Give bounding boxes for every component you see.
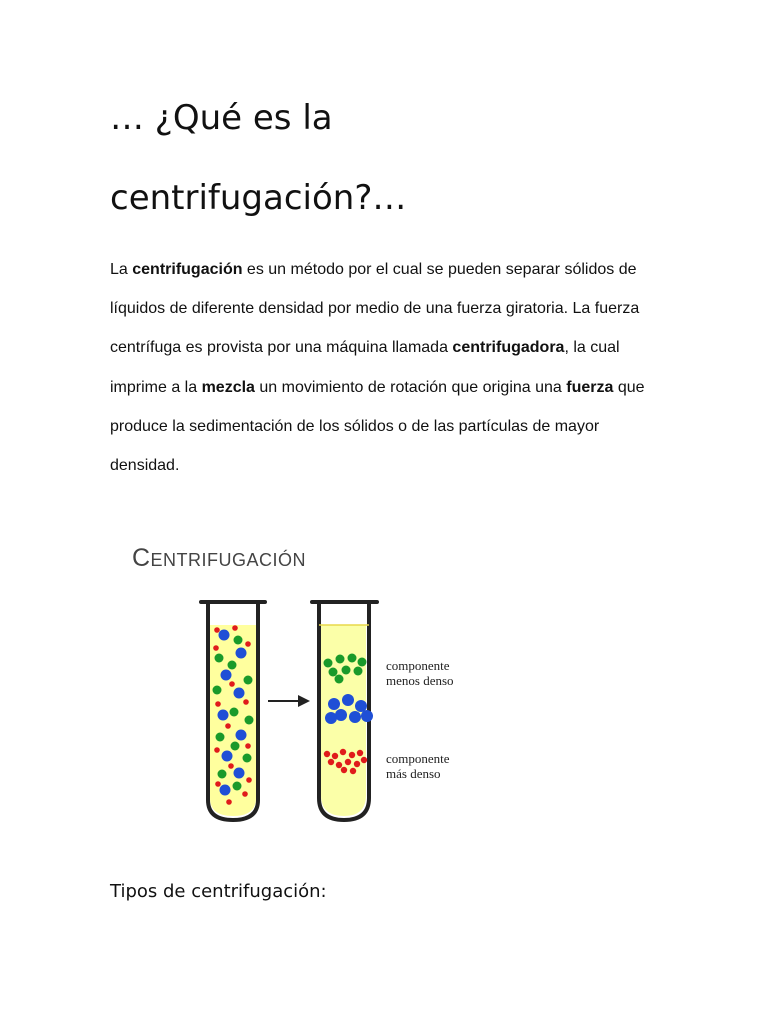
red-particle (349, 752, 355, 758)
green-particle (233, 782, 242, 791)
label-more-dense (386, 751, 450, 781)
green-particle (215, 654, 224, 663)
red-particle (214, 747, 220, 753)
green-particle (358, 658, 367, 667)
red-particle (354, 761, 360, 767)
red-particle (245, 743, 251, 749)
green-particle (336, 655, 345, 664)
paragraph-bold-term: fuerza (566, 378, 614, 396)
blue-particle (349, 711, 361, 723)
red-particle (350, 768, 356, 774)
red-particle (340, 749, 346, 755)
paragraph-segment: , la cual imprime a la (110, 339, 620, 396)
green-particle (243, 754, 252, 763)
blue-particle (234, 688, 245, 699)
blue-particle (236, 730, 247, 741)
blue-particle (221, 670, 232, 681)
label-less-dense (386, 658, 454, 688)
paragraph-segment: que produce la sedimentación de los sólidos o de las partículas de mayor densidad. (110, 378, 645, 475)
red-particle (341, 767, 347, 773)
blue-particle (222, 751, 233, 762)
red-particle (332, 753, 338, 759)
green-particle (245, 716, 254, 725)
blue-particle (219, 630, 230, 641)
blue-particle (234, 768, 245, 779)
green-particle (216, 733, 225, 742)
red-particle (324, 751, 330, 757)
red-particle (215, 781, 221, 787)
label-more-dense-line-2: más denso (386, 766, 441, 781)
blue-particle (361, 710, 373, 722)
green-particle (230, 708, 239, 717)
paragraph-segment: es un método por el cual se pueden separar sólidos de líquidos de diferente densidad por medio de una fuerza giratoria. La fuerza centrífuga es provista por una máquina llamada (110, 261, 640, 357)
red-particle (214, 627, 220, 633)
blue-particle (342, 694, 354, 706)
green-particle (218, 770, 227, 779)
section-subheading: Tipos de centrifugación: (110, 881, 327, 902)
green-particle (329, 668, 338, 677)
blue-particle (325, 712, 337, 724)
red-particle (225, 723, 231, 729)
red-particle (242, 791, 248, 797)
red-particle (229, 681, 235, 687)
red-particle (336, 762, 342, 768)
green-particle (348, 654, 357, 663)
red-particle (215, 701, 221, 707)
label-more-dense-line-1: componente (386, 751, 450, 766)
green-particle (244, 676, 253, 685)
red-particle (213, 645, 219, 651)
green-particle (234, 636, 243, 645)
green-particle (228, 661, 237, 670)
red-particle (245, 641, 251, 647)
label-less-dense-line-2: menos denso (386, 673, 454, 688)
definition-paragraph (110, 250, 670, 485)
arrow-right-icon (268, 695, 310, 707)
blue-particle (328, 698, 340, 710)
paragraph-bold-term: centrifugadora (452, 339, 565, 357)
paragraph-bold-term: centrifugación (132, 261, 243, 278)
red-particle (232, 625, 238, 631)
blue-particle (218, 710, 229, 721)
blue-particle (236, 648, 247, 659)
centrifugation-figure (128, 540, 558, 840)
red-particle (226, 799, 232, 805)
blue-particle (355, 700, 367, 712)
red-particle (328, 759, 334, 765)
green-particle (342, 666, 351, 675)
test-tubes-illustration (128, 540, 558, 840)
paragraph-segment: La (110, 261, 133, 278)
title-line-2: centrifugación?… (110, 178, 407, 218)
red-particle (228, 763, 234, 769)
page-title (110, 78, 710, 238)
red-particle (246, 777, 252, 783)
red-particle (243, 699, 249, 705)
green-particle (213, 686, 222, 695)
paragraph-bold-term: mezcla (201, 378, 255, 396)
title-line-1: … ¿Qué es la (110, 98, 333, 138)
green-particle (335, 675, 344, 684)
red-particle (345, 759, 351, 765)
green-particle (354, 667, 363, 676)
figure-title: Centrifugación (132, 544, 307, 572)
red-particle (361, 757, 367, 763)
paragraph-segment: un movimiento de rotación que origina una (254, 378, 567, 396)
blue-particle (220, 785, 231, 796)
label-less-dense-line-1: componente (386, 658, 450, 673)
red-particle (357, 750, 363, 756)
green-particle (324, 659, 333, 668)
green-particle (231, 742, 240, 751)
